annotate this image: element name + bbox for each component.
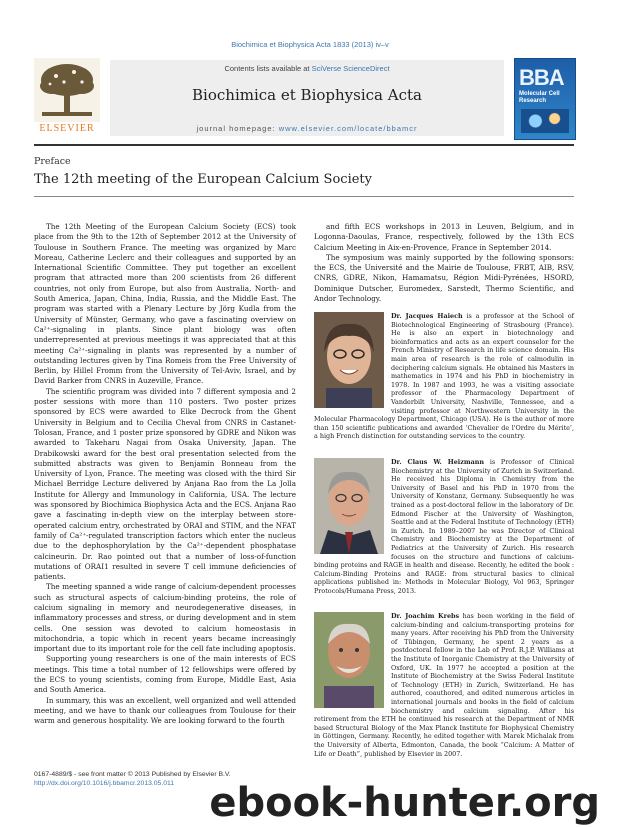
paragraph: The scientific program was divided into 7 different symposia and 2 poster sessions with more than 110 posters. Two poster prizes sponsored by ECS were awarded to Elke Decrock from the Ghent University in Belgium and to Cecilia Cheval from CNRS in Castanet-Tolosan, France, and 1 poster prize sponsored by GDRE and Nikon was awarded to Takeharu Nagai from Osaka University, Japan. The Drabikowski award for the best oral presentation selected from the submitted abstracts was given to Benjamin Bonneau from the University of Lyon, France. The meeting was closed with the third Sir Michael Berridge Lecture delivered by Anjana Rao from the La Jolla Institute for Allergy and Immunology in California, USA. The lecture was sponsored by Biochimica Biophysica Acta and the ECS. Anjana Rao gave a fascinating in-depth view on the interplay between store-operated calcium entry, orchestrated by ORAI and STIM, and the NFAT family of Ca²⁺-regulated transcription factors which enter the nucleus due to the dephosphorylation by the Ca²⁺-dependent phosphatase calcineurin. Dr. Rao pointed out that a number of loss-of-function mutations of ORAI1 resulted in severe T cell immune deficiencies of patients.	[34, 386, 296, 582]
bio-text: is Professor of Clinical Biochemistry at the University of Zurich in Switzerland. He received his Diploma in Chemistry from the University of Basel and his PhD in 1970 from the University of Konstanz, Germany. Subsequently he was trained as a post-doctoral fellow in the laboratory of Dr. Edmond Fischer at the University of Washington, Seattle and at the Federal Institute of Technology (ETH) in Zurich. In 1989–2007 he was Director of Clinical Chemistry and Biochemistry at the Department of Pediatrics at the University of Zurich. His research focuses on the structure and functions of calcium-binding proteins and RAGE in health and disease. Recently, he edited the book : Calcium-Binding Proteins and RAGE: from structural basics to clinical applications published in: Methods in Molecular Biology, Vol 963, Springer Protocols/Humana Press, 2013.	[314, 458, 574, 595]
paragraph: The 12th Meeting of the European Calcium Society (ECS) took place from the 9th to the 12th of September 2012 at the University of Toulouse in Southern France. The meeting was organized by Marc Moreau, Catherine Leclerc and their colleagues and supported by an International Scientific Committee. They put together an excellent program that attracted more than 200 scientists from 26 different countries, not only from Europe, but also from Australia, North- and South America, Japan, China, India, Russia, and the Middle East. The program was started with a Plenary Lecture by Jörg Kudla from the University of Münster, Germany, who gave a fascinating overview on Ca²⁺-signaling in plants. Since plant biology was often underrepresented at previous meetings it was appreciated that at this meeting Ca²⁺-signaling in plants was represented by a number of outstanding lectures given by Tina Romeis from the Free University of Berlin, by Hillel Fromm from the University of Tel-Aviv, Israel, and by David Barker from CNRS in Auzeville, France.	[34, 222, 296, 386]
copyright-line: 0167-4889/$ - see front matter © 2013 Published by Elsevier B.V.	[34, 771, 231, 778]
watermark: ebook-hunter.org	[209, 780, 600, 826]
bio-text: has been working in the field of calcium-binding and calcium-transporting proteins for many years. After receiving his PhD from the University of Tübingen, Germany, he spent 2 years as a postdoctoral fellow in the Lab of Prof. R.J.P. Williams at the Institute of Inorganic Chemistry at the University of Oxford, UK. In 1977 he accepted a position at the Institute of Biochemistry at the Swiss Federal Institute of Technology (ETH) in Zurich, Switzerland. He has authored, coauthored, and edited numerous articles in international journals and books in the field of calcium biochemistry and calcium signaling. After his retirement from the ETH he continued his research at the Department of NMR based Structural Biology of the Max Planck Institute for Biophysical Chemistry in Göttingen, Germany. Recently, he edited together with Marek Michalak from the University of Alberta, Edmonton, Canada, the book “Calcium: A Matter of Life or Death”, published by Elsevier in 2007.	[314, 612, 574, 758]
journal-cover-thumbnail	[514, 58, 576, 140]
portrait-krebs	[314, 612, 384, 711]
bio-name: Dr. Joachim Krebs	[391, 612, 460, 620]
journal-homepage	[110, 124, 504, 133]
title-divider	[34, 196, 574, 197]
bio-text: is a professor at the School of Biotechnological Engineering of Strasbourg (France). He is also an expert in biotechnology and bioinformatics and acts as an expert counselor for the French Ministry of Research in life science domain. His main area of research is the role of calmodulin in deciphering calcium signals. He obtained his Masters in mathematics in 1974 and his PhD in biochemistry in 1978. In 1987 and 1993, he was a visiting associate professor of the Pharmacology Department of Vanderbilt University, Nashville, Tennessee, and a visiting professor at Northwestern University in the Molecular Pharmacology Department, Chicago (USA). He is the author of more than 150 scientific publications and awarded ‘Chevalier de l'Ordre du Mérite’, a high French distinction for outstanding services to the country.	[314, 312, 574, 441]
sciencedirect-link[interactable]: SciVerse ScienceDirect	[311, 64, 390, 73]
homepage-link[interactable]: www.elsevier.com/locate/bbamcr	[278, 124, 418, 133]
paragraph: Supporting young researchers is one of the main interests of ECS meetings. This time a total number of 12 fellowships were offered by the ECS to young scientists, coming from Europe, Middle East, Asia and South America.	[34, 654, 296, 695]
body-left-column	[34, 222, 296, 727]
bio-heizmann	[314, 458, 574, 596]
contents-availability	[110, 64, 504, 73]
bio-name: Dr. Jacques Haiech	[391, 312, 463, 320]
header-divider	[34, 144, 574, 146]
bio-name: Dr. Claus W. Heizmann	[391, 458, 485, 466]
article-title: The 12th meeting of the European Calcium Society	[34, 172, 372, 187]
paragraph: The symposium was mainly supported by the following sponsors: the ECS, the Université and the Mairie de Toulouse, FRBT, AIB, RSV, CNRS, GDRE, Nikon, Hamamatsu, Région Midi-Pyrénées, HSORD, Dominique Dutscher, Euromedex, Sarstedt, Thermo Scientific, and Andor Technology.	[314, 252, 574, 304]
journal-citation: Biochimica et Biophysica Acta 1833 (2013) iv–v	[231, 40, 389, 49]
cover-subtitle: Molecular Cell Research	[519, 91, 560, 104]
article-type: Preface	[34, 156, 71, 167]
doi-link[interactable]: http://dx.doi.org/10.1016/j.bbamcr.2013.05.011	[34, 780, 175, 787]
paragraph: and fifth ECS workshops in 2013 in Leuven, Belgium, and in Logonna-Daoulas, France, respectively, followed by the 13th ECS Calcium Meeting in Aix-en-Provence, France in September 2014.	[314, 222, 574, 252]
elsevier-wordmark: ELSEVIER	[39, 123, 95, 134]
bio-krebs	[314, 612, 574, 758]
bio-haiech	[314, 312, 574, 441]
cover-artwork	[521, 109, 569, 133]
paragraph: The meeting spanned a wide range of calcium-dependent processes such as structural aspects of calcium-binding proteins, the role of calcium signaling in memory and neurodegenerative diseases, in inflammatory processes and stress, or during development and in stem cells. One session was devoted to calcium homeostasis in mitochondria, a topic which in recent years became increasingly important due to its important role for the cell fate including apoptosis.	[34, 582, 296, 654]
portrait-haiech	[314, 312, 384, 411]
portrait-heizmann	[314, 458, 384, 557]
journal-title: Biochimica et Biophysica Acta	[192, 86, 422, 104]
body-right-column	[314, 222, 574, 304]
cover-bba-text: BBA	[519, 65, 564, 90]
homepage-prefix: journal homepage:	[196, 124, 279, 133]
contents-prefix: Contents lists available at	[224, 64, 312, 73]
paragraph: In summary, this was an excellent, well organized and well attended meeting, and we have to thank our colleagues from Toulouse for their warm and generous hospitality. We are looking forward to the fourth	[34, 695, 296, 726]
